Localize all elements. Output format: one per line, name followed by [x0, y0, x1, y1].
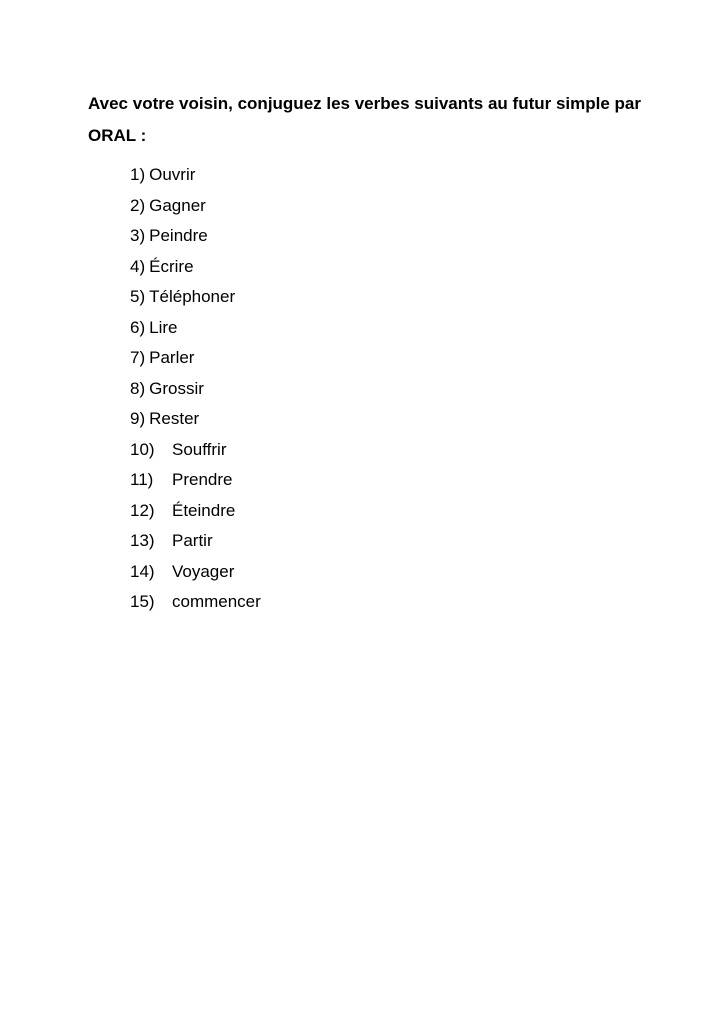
item-number: 14) [130, 561, 155, 581]
list-item [130, 526, 261, 557]
list-item [130, 191, 261, 222]
item-number: 10) [130, 439, 155, 459]
item-verb: Grossir [149, 378, 204, 398]
item-verb: Ouvrir [149, 165, 196, 184]
list-item [130, 160, 261, 191]
list-item [130, 282, 261, 313]
item-number: 8) [130, 378, 146, 398]
item-verb: Téléphoner [149, 287, 236, 306]
item-number: 3) [130, 226, 146, 245]
item-number: 6) [130, 317, 146, 337]
list-item [130, 557, 261, 588]
item-number: 9) [130, 409, 146, 428]
item-number: 4) [130, 256, 146, 276]
item-number: 15) [130, 592, 155, 611]
item-number: 1) [130, 165, 146, 184]
item-verb: Partir [172, 531, 213, 550]
list-item [130, 587, 261, 618]
item-verb: Prendre [172, 470, 233, 489]
item-verb: commencer [172, 592, 261, 611]
list-item [130, 404, 261, 435]
list-item [130, 252, 261, 283]
item-number: 13) [130, 531, 155, 550]
list-item [130, 435, 261, 466]
item-verb: Gagner [149, 195, 206, 215]
item-verb: Parler [149, 348, 195, 367]
list-item [130, 496, 261, 527]
item-number: 11) [130, 470, 154, 489]
verb-list [130, 160, 261, 618]
item-verb: Écrire [149, 256, 194, 276]
item-verb: Rester [149, 409, 200, 428]
list-item [130, 343, 261, 374]
instruction-text: Avec votre voisin, conjuguez les verbes suivants au futur simple par ORAL : [88, 94, 641, 145]
item-verb: Peindre [149, 226, 208, 245]
item-number: 5) [130, 287, 146, 306]
list-item [130, 313, 261, 344]
item-number: 12) [130, 500, 155, 520]
item-verb: Voyager [172, 561, 235, 581]
list-item [130, 221, 261, 252]
list-item [130, 374, 261, 405]
list-item [130, 465, 261, 496]
item-number: 7) [130, 348, 146, 367]
item-number: 2) [130, 195, 146, 215]
item-verb: Souffrir [172, 439, 227, 459]
item-verb: Éteindre [172, 500, 236, 520]
item-verb: Lire [149, 317, 178, 337]
